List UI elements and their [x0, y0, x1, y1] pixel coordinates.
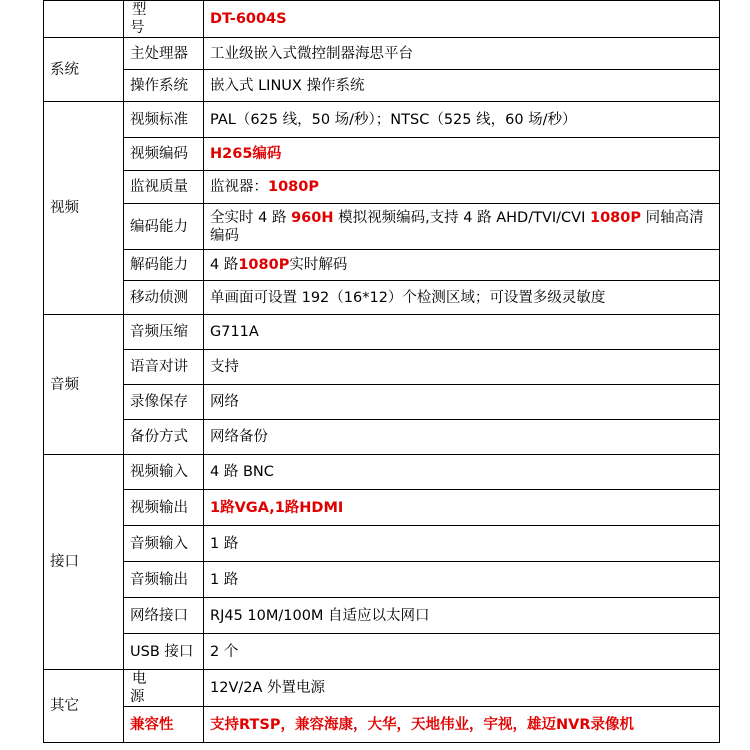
row-label: 移动侦测: [124, 281, 204, 315]
table-row: [44, 670, 720, 707]
table-row: [44, 102, 720, 138]
row-label: 网络接口: [124, 598, 204, 634]
table-row: [44, 634, 720, 670]
table-row: [44, 455, 720, 490]
row-label: 主处理器: [124, 38, 204, 70]
row-label: 解码能力: [124, 250, 204, 281]
row-value: 支持RTSP，兼容海康，大华，天地伟业，宇视，雄迈NVR录像机: [204, 707, 720, 743]
row-value: [204, 204, 720, 250]
row-value: 1路VGA,1路HDMI: [204, 490, 720, 526]
row-label: 操作系统: [124, 70, 204, 102]
row-value: G711A: [204, 315, 720, 350]
row-label: 监视质量: [124, 171, 204, 204]
category-video: 视频: [44, 102, 124, 315]
row-label: 录像保存: [124, 385, 204, 420]
row-value: 1 路: [204, 562, 720, 598]
table-row: [44, 315, 720, 350]
row-value: 网络备份: [204, 420, 720, 455]
quality-prefix: 监视器：: [210, 179, 268, 195]
table-row: [44, 385, 720, 420]
table-row: [44, 420, 720, 455]
model-value: DT-6004S: [204, 1, 720, 38]
table-row: [44, 204, 720, 250]
table-row-model: [44, 1, 720, 38]
row-value: 4 路 BNC: [204, 455, 720, 490]
row-value: RJ45 10M/100M 自适应以太网口: [204, 598, 720, 634]
row-value: 支持: [204, 350, 720, 385]
table-row: [44, 70, 720, 102]
table-row: [44, 707, 720, 743]
category-other: 其它: [44, 670, 124, 743]
model-label: 型 号: [124, 1, 204, 38]
row-label: 电 源: [124, 670, 204, 707]
decode-highlight: 1080P: [238, 257, 290, 273]
table-row: [44, 38, 720, 70]
table-row: [44, 281, 720, 315]
row-value: [204, 171, 720, 204]
row-label: 视频标准: [124, 102, 204, 138]
quality-value: 1080P: [268, 179, 319, 195]
row-label: 编码能力: [124, 204, 204, 250]
row-value: 嵌入式 LINUX 操作系统: [204, 70, 720, 102]
encode-text-2: 模拟视频编码,支持 4 路 AHD/TVI/CVI: [333, 209, 590, 226]
table-row: [44, 562, 720, 598]
row-value: H265编码: [204, 138, 720, 171]
encode-text-3: 同轴高清编码: [210, 209, 704, 244]
encode-highlight-1: 960H: [291, 209, 334, 226]
row-label: 音频压缩: [124, 315, 204, 350]
category-system: 系统: [44, 38, 124, 102]
row-value: 12V/2A 外置电源: [204, 670, 720, 707]
encode-text-1: 全实时 4 路: [210, 209, 292, 226]
row-value: 1 路: [204, 526, 720, 562]
row-value: 2 个: [204, 634, 720, 670]
table-row: [44, 490, 720, 526]
table-row: [44, 138, 720, 171]
category-interface: 接口: [44, 455, 124, 670]
decode-text-1: 4 路: [210, 257, 239, 273]
row-value: 单画面可设置 192（16*12）个检测区域；可设置多级灵敏度: [204, 281, 720, 315]
row-label: 视频输出: [124, 490, 204, 526]
row-value: 网络: [204, 385, 720, 420]
table-row: [44, 350, 720, 385]
header-empty-cell: [44, 1, 124, 38]
encode-highlight-2: 1080P: [589, 209, 641, 226]
row-label: 音频输出: [124, 562, 204, 598]
row-value: PAL（625 线，50 场/秒）；NTSC（525 线，60 场/秒）: [204, 102, 720, 138]
row-value: [204, 250, 720, 281]
row-value: 工业级嵌入式微控制器海思平台: [204, 38, 720, 70]
row-label: 音频输入: [124, 526, 204, 562]
decode-text-2: 实时解码: [289, 257, 348, 273]
row-label: 语音对讲: [124, 350, 204, 385]
table-row: [44, 171, 720, 204]
row-label: USB 接口: [124, 634, 204, 670]
spec-table: [43, 0, 720, 743]
table-row: [44, 598, 720, 634]
category-audio: 音频: [44, 315, 124, 455]
row-label: 视频输入: [124, 455, 204, 490]
row-label: 视频编码: [124, 138, 204, 171]
table-row: [44, 526, 720, 562]
row-label: 兼容性: [124, 707, 204, 743]
row-label: 备份方式: [124, 420, 204, 455]
table-row: [44, 250, 720, 281]
